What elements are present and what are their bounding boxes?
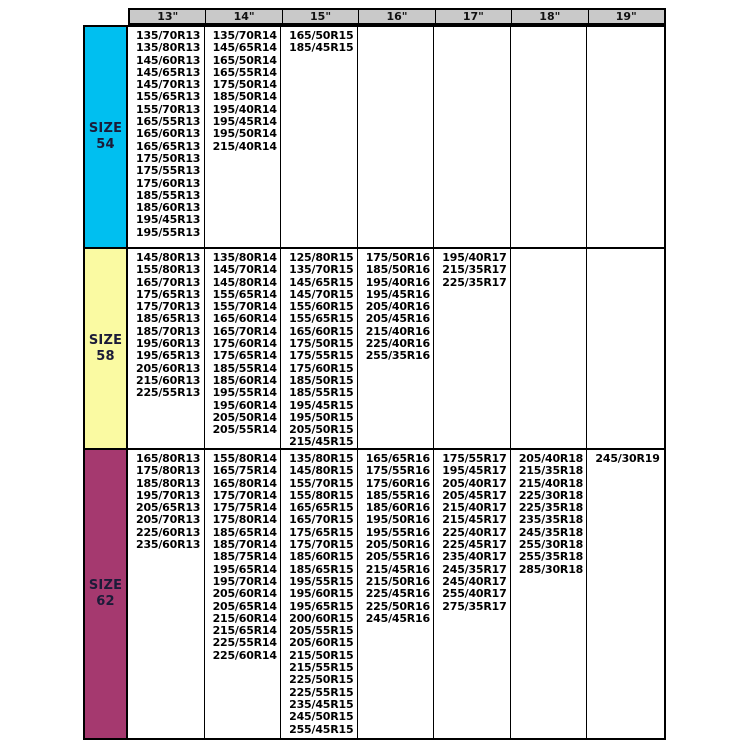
column-header-14in: 14" — [205, 10, 281, 23]
tire-size: 245/50R15 — [289, 710, 354, 724]
tire-size: 185/45R15 — [289, 41, 354, 55]
tire-size: 245/35R18 — [518, 525, 584, 539]
tire-size: 255/35R16 — [365, 349, 430, 363]
tire-size: 175/50R16 — [365, 251, 430, 264]
tire-size: 145/60R13 — [136, 53, 201, 67]
tire-size: 145/65R15 — [289, 275, 354, 289]
tire-size: 175/80R13 — [136, 464, 201, 478]
tire-size: 135/70R15 — [289, 263, 354, 277]
tire-size: 205/40R17 — [442, 476, 507, 490]
tire-sizes-size54-14in — [205, 27, 282, 249]
tire-size: 135/80R15 — [289, 452, 354, 465]
tire-size: 195/70R14 — [212, 574, 277, 588]
tire-size: 205/50R14 — [212, 410, 277, 424]
tire-size: 185/55R13 — [136, 188, 201, 202]
tire-size: 195/45R17 — [442, 464, 507, 478]
tire-size: 225/30R18 — [518, 488, 584, 502]
tire-size: 185/50R16 — [365, 263, 430, 277]
tire-sizes-size62-13in — [128, 450, 205, 738]
tire-size: 195/45R15 — [289, 398, 354, 412]
tire-size: 215/45R16 — [365, 562, 430, 576]
tire-size: 155/60R15 — [289, 300, 354, 314]
tire-size: 225/45R16 — [365, 587, 430, 601]
tire-size: 195/40R16 — [365, 275, 430, 289]
tire-size: 195/55R16 — [365, 525, 430, 539]
tire-size: 175/60R14 — [212, 337, 277, 351]
tire-sizes-size54-17in — [434, 27, 511, 249]
tire-size: 155/70R13 — [136, 102, 201, 116]
tire-size: 175/60R13 — [136, 176, 201, 190]
tire-size: 185/60R14 — [212, 373, 277, 387]
tire-size: 195/50R15 — [289, 410, 354, 424]
tire-size: 215/50R15 — [289, 648, 354, 662]
row-label-line: SIZE — [88, 332, 123, 348]
tire-size: 195/50R16 — [365, 513, 430, 527]
tire-size: 215/45R15 — [289, 435, 354, 449]
tire-sizes-size54-19in — [587, 27, 664, 249]
tire-size: 145/65R14 — [212, 41, 277, 55]
tire-size: 165/60R14 — [212, 312, 277, 326]
column-header-row — [128, 8, 666, 25]
tire-size: 155/70R15 — [289, 476, 354, 490]
tire-size: 225/55R15 — [289, 685, 354, 699]
tire-size: 205/60R13 — [136, 361, 201, 375]
tire-size: 155/80R13 — [136, 263, 201, 277]
tire-size: 215/40R18 — [518, 476, 584, 490]
tire-size: 205/70R13 — [136, 513, 201, 527]
tire-size: 195/55R14 — [212, 386, 277, 400]
tire-size: 155/80R15 — [289, 488, 354, 502]
tire-size: 185/75R14 — [212, 550, 277, 564]
tire-sizes-size58-16in — [358, 249, 435, 450]
tire-size: 145/80R14 — [212, 275, 277, 289]
tire-size: 205/50R15 — [289, 423, 354, 437]
tire-size: 175/60R15 — [289, 361, 354, 375]
row-label-size-62 — [85, 450, 128, 738]
tire-size: 225/55R13 — [136, 386, 201, 400]
tire-size: 215/40R17 — [442, 501, 507, 515]
tire-size: 165/65R13 — [136, 139, 201, 153]
tire-size: 185/70R14 — [212, 538, 277, 552]
tire-size: 175/60R16 — [365, 476, 430, 490]
tire-size: 165/70R13 — [136, 275, 201, 289]
tire-sizes-size58-17in — [434, 249, 511, 450]
tire-size: 245/30R19 — [595, 452, 660, 465]
tire-size: 175/70R13 — [136, 300, 201, 314]
tire-size: 165/55R13 — [136, 115, 201, 129]
tire-size: 245/45R16 — [365, 611, 430, 625]
tire-size: 195/50R14 — [212, 127, 277, 141]
tire-size: 225/50R16 — [365, 599, 430, 613]
column-header-18in: 18" — [511, 10, 587, 23]
tire-size: 165/50R15 — [289, 29, 354, 42]
tire-size: 205/55R16 — [365, 550, 430, 564]
tire-size: 255/35R18 — [518, 550, 584, 564]
tire-size: 165/60R15 — [289, 324, 354, 338]
tire-size: 165/60R13 — [136, 127, 201, 141]
tire-size: 185/65R13 — [136, 312, 201, 326]
tire-size: 185/50R15 — [289, 373, 354, 387]
tire-size: 185/80R13 — [136, 476, 201, 490]
tire-size: 195/40R14 — [212, 102, 277, 116]
tire-size: 215/50R16 — [365, 574, 430, 588]
tire-size: 175/70R14 — [212, 488, 277, 502]
tire-size: 155/70R14 — [212, 300, 277, 314]
tire-size: 225/50R15 — [289, 673, 354, 687]
row-label-size-54 — [85, 27, 128, 249]
tire-sizes-size58-14in — [205, 249, 282, 450]
tire-size: 175/55R13 — [136, 164, 201, 178]
tire-size: 195/45R14 — [212, 115, 277, 129]
tire-size: 145/70R14 — [212, 263, 277, 277]
tire-sizes-size62-15in — [281, 450, 358, 738]
column-header-13in: 13" — [157, 10, 179, 23]
tire-size: 285/30R18 — [518, 562, 584, 576]
tire-size: 175/65R15 — [289, 525, 354, 539]
tire-size: 185/55R16 — [365, 488, 430, 502]
tire-size: 215/40R14 — [212, 139, 277, 153]
tire-size: 205/60R15 — [289, 636, 354, 650]
tire-size: 185/65R14 — [212, 525, 277, 539]
tire-size: 195/40R17 — [442, 251, 507, 264]
tire-size: 165/70R14 — [212, 324, 277, 338]
tire-size: 235/35R18 — [518, 513, 584, 527]
tire-sizes-size58-18in — [511, 249, 588, 450]
tire-size: 255/45R15 — [289, 722, 354, 736]
tire-size: 215/35R17 — [442, 263, 507, 277]
row-label-line: SIZE — [88, 578, 123, 593]
tire-size: 185/60R16 — [365, 501, 430, 515]
tire-size: 215/65R14 — [212, 624, 277, 638]
tire-size: 195/60R14 — [212, 398, 277, 412]
column-header-16in: 16" — [358, 10, 434, 23]
tire-size: 165/55R14 — [212, 65, 277, 79]
tire-size: 175/55R17 — [442, 452, 507, 465]
tire-size: 135/70R13 — [136, 29, 201, 42]
tire-size: 195/70R13 — [136, 488, 201, 502]
tire-size: 165/70R15 — [289, 513, 354, 527]
tire-size: 235/60R13 — [136, 538, 201, 552]
tire-size: 185/60R15 — [289, 550, 354, 564]
tire-size: 145/80R13 — [136, 251, 201, 264]
tire-sizes-size62-18in — [511, 450, 588, 738]
row-label-line: 54 — [96, 137, 115, 152]
tire-size: 215/60R14 — [212, 611, 277, 625]
tire-size: 200/60R15 — [289, 611, 354, 625]
tire-size: 145/70R13 — [136, 78, 201, 92]
tire-size: 225/40R16 — [365, 337, 430, 351]
tire-size: 175/65R14 — [212, 349, 277, 363]
tire-size: 135/80R14 — [212, 251, 277, 264]
tire-sizes-size58-15in — [281, 249, 358, 450]
tire-sizes-size62-16in — [358, 450, 435, 738]
tire-size: 195/65R14 — [212, 562, 277, 576]
tire-size: 225/35R18 — [518, 501, 584, 515]
tire-size: 215/55R15 — [289, 661, 354, 675]
tire-size: 175/50R14 — [212, 78, 277, 92]
tire-size: 205/55R15 — [289, 624, 354, 638]
tire-size: 175/65R13 — [136, 287, 201, 301]
tire-size: 175/70R15 — [289, 538, 354, 552]
tire-size: 155/65R14 — [212, 287, 277, 301]
tire-size: 195/60R15 — [289, 587, 354, 601]
tire-size: 155/65R13 — [136, 90, 201, 104]
tire-size: 175/75R14 — [212, 501, 277, 515]
tire-size: 275/35R17 — [442, 599, 507, 613]
tire-sizes-size54-16in — [358, 27, 435, 249]
tire-size: 245/40R17 — [442, 574, 507, 588]
tire-size: 195/60R13 — [136, 337, 201, 351]
tire-sizes-size54-13in — [128, 27, 205, 249]
tire-size: 225/35R17 — [442, 275, 507, 289]
tire-size: 185/70R13 — [136, 324, 201, 338]
tire-size: 255/30R18 — [518, 538, 584, 552]
tire-size: 175/55R15 — [289, 349, 354, 363]
tire-size: 225/40R17 — [442, 525, 507, 539]
tire-size: 145/80R15 — [289, 464, 354, 478]
tire-size: 185/60R13 — [136, 201, 201, 215]
tire-size: 225/60R14 — [212, 648, 277, 662]
row-label-line: SIZE — [88, 121, 123, 136]
tire-size: 215/45R17 — [442, 513, 507, 527]
tire-size: 245/35R17 — [442, 562, 507, 576]
tire-size: 195/45R16 — [365, 287, 430, 301]
column-header-17in: 17" — [435, 10, 511, 23]
tire-sizes-size54-18in — [511, 27, 588, 249]
column-header-19in: 19" — [588, 10, 664, 23]
tire-size: 225/60R13 — [136, 525, 201, 539]
tire-size: 205/65R13 — [136, 501, 201, 515]
tire-size: 205/60R14 — [212, 587, 277, 601]
tire-size: 235/40R17 — [442, 550, 507, 564]
tire-size: 195/65R15 — [289, 599, 354, 613]
tire-size: 165/80R14 — [212, 476, 277, 490]
tire-size: 185/65R15 — [289, 562, 354, 576]
tire-size: 205/40R18 — [518, 452, 584, 465]
tire-size: 135/80R13 — [136, 41, 201, 55]
tire-size: 195/65R13 — [136, 349, 201, 363]
tire-size: 215/40R16 — [365, 324, 430, 338]
tire-size: 155/65R15 — [289, 312, 354, 326]
row-label-size-58 — [85, 249, 128, 450]
table-body — [83, 25, 666, 740]
tire-sizes-size58-19in — [587, 249, 664, 450]
tire-sizes-size62-14in — [205, 450, 282, 738]
tire-size: 155/80R14 — [212, 452, 277, 465]
tire-size: 255/40R17 — [442, 587, 507, 601]
tire-size: 215/60R13 — [136, 373, 201, 387]
tire-size: 185/55R14 — [212, 361, 277, 375]
tire-size: 205/55R14 — [212, 423, 277, 437]
tire-size: 165/75R14 — [212, 464, 277, 478]
row-label-line: 58 — [96, 348, 115, 364]
tire-size: 165/65R16 — [365, 452, 430, 465]
row-label-line: 62 — [96, 594, 115, 609]
tire-sizes-size62-17in — [434, 450, 511, 738]
tire-size: 235/45R15 — [289, 697, 354, 711]
tire-size: 145/65R13 — [136, 65, 201, 79]
tire-size: 175/55R16 — [365, 464, 430, 478]
tire-size: 205/50R16 — [365, 538, 430, 552]
tire-size: 165/80R13 — [136, 452, 201, 465]
tire-size: 215/35R18 — [518, 464, 584, 478]
tire-size: 205/65R14 — [212, 599, 277, 613]
tire-size: 185/50R14 — [212, 90, 277, 104]
tire-size: 205/45R17 — [442, 488, 507, 502]
tire-size: 225/45R17 — [442, 538, 507, 552]
tire-size: 135/70R14 — [212, 29, 277, 42]
tire-size: 145/70R15 — [289, 287, 354, 301]
tire-sizes-size58-13in — [128, 249, 205, 450]
tire-size: 205/40R16 — [365, 300, 430, 314]
tire-sizes-size62-19in — [587, 450, 664, 738]
tire-sizes-size54-15in — [281, 27, 358, 249]
tire-size: 195/55R15 — [289, 574, 354, 588]
tire-size: 125/80R15 — [289, 251, 354, 264]
tire-size: 175/50R13 — [136, 151, 201, 165]
tire-size: 195/45R13 — [136, 213, 201, 227]
tire-size: 185/55R15 — [289, 386, 354, 400]
tire-size: 225/55R14 — [212, 636, 277, 650]
tire-size: 195/55R13 — [136, 225, 201, 239]
column-header-15in: 15" — [282, 10, 358, 23]
tire-size: 165/50R14 — [212, 53, 277, 67]
tire-size: 175/80R14 — [212, 513, 277, 527]
tire-size: 205/45R16 — [365, 312, 430, 326]
tire-size: 165/65R15 — [289, 501, 354, 515]
tire-size: 175/50R15 — [289, 337, 354, 351]
